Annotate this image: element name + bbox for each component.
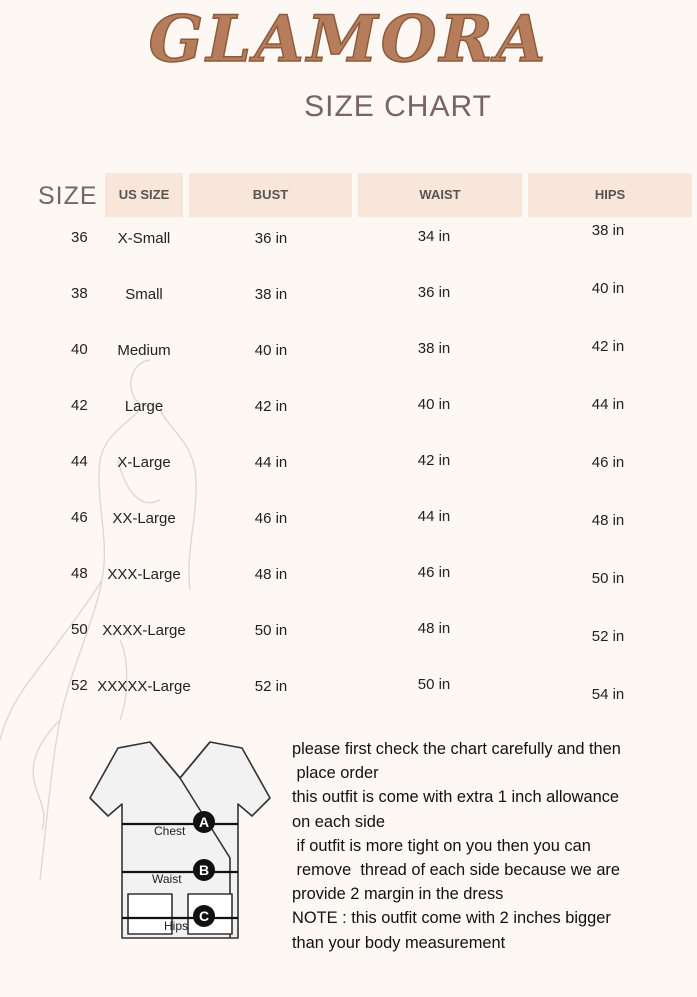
cell-hips: 46 in <box>591 454 625 471</box>
note-line: than your body measurement <box>292 933 506 952</box>
cell-size: 44 <box>71 453 88 470</box>
cell-size: 48 <box>71 565 88 582</box>
marker-c: C <box>198 908 210 924</box>
page-title: SIZE CHART <box>304 90 492 123</box>
header-hips: HIPS <box>528 173 692 217</box>
cell-us-size: X-Large <box>117 454 171 471</box>
cell-us-size: X-Small <box>117 230 171 247</box>
cell-us-size: XXXX-Large <box>102 622 186 639</box>
cell-us-size: Large <box>124 398 164 415</box>
cell-waist: 38 in <box>417 340 451 357</box>
cell-bust: 36 in <box>254 230 288 247</box>
note-line: NOTE : this outfit come with 2 inches bigger <box>292 909 611 928</box>
cell-hips: 52 in <box>591 628 625 645</box>
cell-us-size: XXX-Large <box>107 566 181 583</box>
cell-waist: 48 in <box>417 620 451 637</box>
cell-waist: 44 in <box>417 508 451 525</box>
note-line: this outfit is come with extra 1 inch allowance <box>292 788 620 807</box>
note-line: remove thread of each side because we are <box>292 861 621 880</box>
cell-bust: 40 in <box>254 342 288 359</box>
chest-marker <box>193 811 215 833</box>
cell-waist: 42 in <box>417 452 451 469</box>
note-line: on each side <box>292 812 385 831</box>
header-bust: BUST <box>189 173 352 217</box>
cell-bust: 50 in <box>254 622 288 639</box>
cell-bust: 46 in <box>254 510 288 527</box>
cell-waist: 40 in <box>417 396 451 413</box>
hips-label: Hips <box>164 919 189 933</box>
cell-bust: 52 in <box>254 678 288 695</box>
waist-marker <box>193 859 215 881</box>
chest-label: Chest <box>154 824 186 838</box>
note-line: provide 2 margin in the dress <box>292 885 504 904</box>
brand-logo: GLAMORA <box>148 2 549 77</box>
cell-size: 38 <box>71 285 88 302</box>
cell-size: 52 <box>71 677 88 694</box>
note-line: if outfit is more tight on you then you can <box>292 836 591 855</box>
cell-hips: 48 in <box>591 512 625 529</box>
cell-size: 46 <box>71 509 88 526</box>
note-line: please first check the chart carefully and then <box>292 740 621 758</box>
cell-waist: 46 in <box>417 564 451 581</box>
cell-bust: 48 in <box>254 566 288 583</box>
cell-bust: 44 in <box>254 454 288 471</box>
cell-hips: 54 in <box>591 686 625 703</box>
cell-waist: 50 in <box>417 676 451 693</box>
hips-marker <box>193 905 215 927</box>
cell-bust: 42 in <box>254 398 288 415</box>
waist-label: Waist <box>152 872 182 886</box>
cell-us-size: XXXXX-Large <box>97 678 191 695</box>
cell-hips: 38 in <box>591 222 625 239</box>
garment-diagram <box>80 738 280 953</box>
cell-us-size: Medium <box>117 342 171 359</box>
header-us-size: US SIZE <box>105 173 183 217</box>
cell-hips: 40 in <box>591 280 625 297</box>
cell-us-size: Small <box>125 286 163 303</box>
cell-size: 42 <box>71 397 88 414</box>
cell-us-size: XX-Large <box>112 510 176 527</box>
marker-a: A <box>198 814 210 830</box>
cell-size: 36 <box>71 229 88 246</box>
header-waist: WAIST <box>358 173 522 217</box>
marker-b: B <box>198 862 210 878</box>
cell-waist: 34 in <box>417 228 451 245</box>
note-line: place order <box>292 764 379 783</box>
cell-bust: 38 in <box>254 286 288 303</box>
cell-size: 40 <box>71 341 88 358</box>
size-column-label: SIZE <box>38 182 98 210</box>
cell-hips: 50 in <box>591 570 625 587</box>
cell-size: 50 <box>71 621 88 638</box>
cell-waist: 36 in <box>417 284 451 301</box>
cell-hips: 42 in <box>591 338 625 355</box>
cell-hips: 44 in <box>591 396 625 413</box>
notes-block <box>292 737 692 955</box>
